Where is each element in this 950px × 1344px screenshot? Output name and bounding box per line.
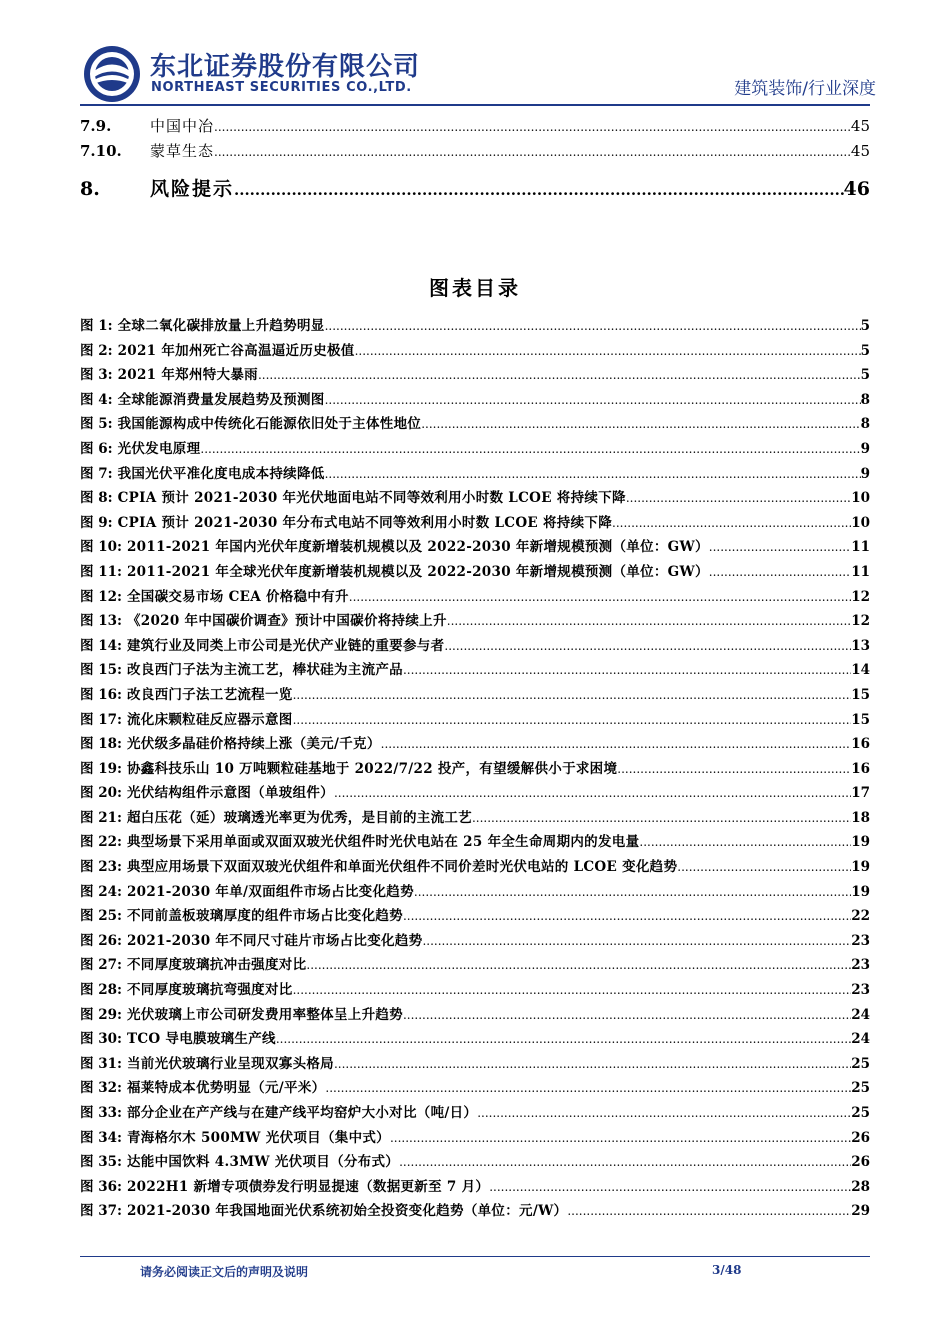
figure-entry[interactable] [80,1052,870,1077]
toc-entry[interactable] [80,140,870,162]
header-divider [80,104,870,106]
footer-disclaimer: 请务必阅读正文后的声明及说明 [140,1265,309,1279]
figure-page: 17 [851,785,870,802]
figure-page: 26 [851,1154,870,1171]
toc-title: 中国中冶 [150,117,215,135]
figure-entry[interactable] [80,363,870,388]
figure-leader [334,786,851,800]
figure-leader [477,1106,851,1120]
toc-page: 46 [843,178,870,200]
figure-page: 16 [851,736,870,753]
toc-title: 风险提示 [150,178,235,200]
figure-leader [276,1032,851,1046]
figure-title: 福莱特成本优势明显（元/平米） [126,1080,326,1097]
toc-title: 蒙草生态 [150,142,215,160]
figure-title: 典型场景下采用单面或双面双玻光伏组件时光伏电站在 25 年全生命周期内的发电量 [126,834,640,851]
figure-title: 流化床颗粒硅反应器示意图 [126,711,293,728]
figure-leader [617,762,851,776]
figure-page: 25 [851,1080,870,1097]
figure-page: 19 [851,883,870,900]
figure-leader [349,590,851,604]
company-logo-icon [82,44,142,104]
figure-label: 图 32: [80,1080,122,1097]
figure-page: 12 [851,613,870,630]
figure-entry[interactable] [80,1175,870,1200]
toc-leader [214,145,851,159]
figure-entry[interactable] [80,314,870,339]
figure-label: 图 33: [80,1105,122,1121]
figure-entry[interactable] [80,339,870,364]
figure-leader [639,835,851,849]
figure-title: 达能中国饮料 4.3MW 光伏项目（分布式） [126,1154,400,1171]
figure-page: 8 [860,391,870,408]
figure-leader [612,516,851,530]
figure-leader [709,565,851,579]
figure-title: 改良西门子法工艺流程一览 [126,686,293,703]
figure-title: 建筑行业及同类上市公司是光伏产业链的重要参与者 [126,637,445,654]
toc-number: 8. [80,178,100,200]
figure-title: 2011-2021 年全球光伏年度新增装机规模以及 2022-2030 年新增规模预测（单位：GW） [126,563,709,580]
figure-entry[interactable] [80,634,870,659]
figure-title: CPIA 预计 2021-2030 年光伏地面电站不同等效利用小时数 LCOE 将持续下降 [117,490,626,507]
footer-divider [80,1256,870,1257]
figure-page: 25 [851,1105,870,1121]
figure-label: 图 28: [80,982,122,999]
figure-label: 图 7: [80,465,113,482]
figure-entry[interactable] [80,953,870,978]
figure-label: 图 5: [80,416,113,433]
figure-label: 图 23: [80,859,122,876]
figure-label: 图 10: [80,539,122,556]
toc-entry[interactable] [80,174,870,202]
figure-leader [414,885,851,899]
figure-page: 18 [851,809,870,826]
figure-page: 23 [851,932,870,949]
figure-entry[interactable] [80,560,870,585]
figure-label: 图 36: [80,1178,122,1195]
figure-entry[interactable] [80,880,870,905]
figure-label: 图 37: [80,1203,122,1220]
figure-title: 青海格尔木 500MW 光伏项目（集中式） [126,1129,390,1146]
figure-label: 图 18: [80,736,122,753]
toc-entry[interactable] [80,115,870,137]
figure-title: 超白压花（延）玻璃透光率更为优秀，是目前的主流工艺 [126,809,472,826]
figure-page: 26 [851,1129,870,1146]
figure-page: 12 [851,588,870,605]
figures-section-title: 图表目录 [429,276,521,300]
figure-leader [489,1180,851,1194]
figure-page: 19 [851,859,870,876]
figure-label: 图 17: [80,711,122,728]
figure-page: 5 [860,318,870,334]
figure-page: 23 [851,982,870,999]
figure-leader [325,1081,851,1095]
figure-leader [293,688,852,702]
figure-title: 光伏发电原理 [117,440,201,457]
figure-label: 图 19: [80,760,122,777]
figure-label: 图 24: [80,883,122,900]
figure-entry[interactable] [80,781,870,806]
figure-label: 图 25: [80,908,122,925]
figure-leader [325,319,861,333]
figure-title: 协鑫科技乐山 10 万吨颗粒硅基地于 2022/7/22 投产，有望缓解供小于求困境 [126,760,618,777]
toc-number: 7.10. [80,142,122,160]
figure-title: 不同前盖板玻璃厚度的组件市场占比变化趋势 [126,908,403,925]
figure-label: 图 20: [80,785,122,802]
figure-entry[interactable] [80,658,870,683]
figure-entry[interactable] [80,462,870,487]
figure-leader [422,934,851,948]
figure-label: 图 22: [80,834,122,851]
figure-entry[interactable] [80,1126,870,1151]
figure-page: 13 [851,637,870,654]
figure-label: 图 15: [80,662,122,679]
page-indicator: 3/48 [712,1263,742,1277]
figure-entry[interactable] [80,683,870,708]
toc-page: 45 [850,142,870,160]
page-header [0,0,950,112]
figure-page: 25 [851,1055,870,1072]
figure-entry[interactable] [80,757,870,782]
figure-title: 2021-2030 年单/双面组件市场占比变化趋势 [126,883,414,900]
figure-entry[interactable] [80,388,870,413]
figure-label: 图 21: [80,809,122,826]
figure-title: 2021 年郑州特大暴雨 [117,367,258,384]
figure-title: 全球二氧化碳排放量上升趋势明显 [117,318,325,334]
toc-number: 7.9. [80,117,112,135]
figure-entry[interactable] [80,1027,870,1052]
figure-entry[interactable] [80,978,870,1003]
figure-list [80,314,870,1224]
figure-page: 24 [851,1031,870,1048]
figure-label: 图 31: [80,1055,122,1072]
figure-title: 不同厚度玻璃抗冲击强度对比 [126,957,307,974]
figure-title: 2022H1 新增专项债券发行明显提速（数据更新至 7 月） [126,1178,490,1195]
figure-page: 5 [860,367,870,384]
figure-leader [444,639,851,653]
toc-leader [234,181,844,199]
figure-label: 图 26: [80,932,122,949]
figure-leader [399,1155,851,1169]
figure-title: 部分企业在产产线与在建产线平均窑炉大小对比（吨/日） [126,1105,478,1121]
figure-leader [421,417,860,431]
figure-entry[interactable] [80,708,870,733]
figure-title: 当前光伏玻璃行业呈现双寡头格局 [126,1055,334,1072]
figure-leader [390,1131,851,1145]
figure-entry[interactable] [80,535,870,560]
figure-page: 9 [860,465,870,482]
figure-title: 全国碳交易市场 CEA 价格稳中有升 [126,588,349,605]
figure-page: 19 [851,834,870,851]
figure-page: 24 [851,1006,870,1023]
figure-label: 图 1: [80,318,113,334]
figure-page: 15 [851,711,870,728]
figure-page: 28 [851,1178,870,1195]
company-name-cn: 东北证券股份有限公司 [150,52,421,82]
figure-page: 22 [851,908,870,925]
figure-label: 图 2: [80,342,113,359]
figure-entry[interactable] [80,1076,870,1101]
figure-entry[interactable] [80,830,870,855]
figure-entry[interactable] [80,585,870,610]
company-name-en: NORTHEAST SECURITIES CO.,LTD. [151,80,412,95]
figure-title: 2021-2030 年不同尺寸硅片市场占比变化趋势 [126,932,423,949]
figure-title: 不同厚度玻璃抗弯强度对比 [126,982,293,999]
figure-label: 图 34: [80,1129,122,1146]
figure-page: 15 [851,686,870,703]
figure-page: 16 [851,760,870,777]
figure-page: 5 [860,342,870,359]
figure-leader [677,860,851,874]
figure-entry[interactable] [80,609,870,634]
figure-leader [472,811,851,825]
figure-title: 我国光伏平准化度电成本持续降低 [117,465,325,482]
figure-label: 图 13: [80,613,122,630]
figure-title: 光伏玻璃上市公司研发费用率整体呈上升趋势 [126,1006,403,1023]
figure-leader [293,983,852,997]
figure-page: 9 [860,440,870,457]
figure-title: 典型应用场景下双面双玻光伏组件和单面光伏组件不同价差时光伏电站的 LCOE 变化趋势 [126,859,678,876]
figure-entry[interactable] [80,486,870,511]
figure-leader [403,663,851,677]
figure-title: 光伏结构组件示意图（单玻组件） [126,785,334,802]
figure-leader [306,958,851,972]
figure-label: 图 14: [80,637,122,654]
figure-page: 14 [851,662,870,679]
figure-leader [381,737,852,751]
figure-title: 2011-2021 年国内光伏年度新增装机规模以及 2022-2030 年新增规模预测（单位：GW） [126,539,709,556]
figure-title: CPIA 预计 2021-2030 年分布式电站不同等效利用小时数 LCOE 将持续下降 [117,514,612,531]
figure-entry[interactable] [80,904,870,929]
figure-label: 图 35: [80,1154,122,1171]
figure-entry[interactable] [80,1199,870,1224]
figure-label: 图 6: [80,440,113,457]
figure-label: 图 8: [80,490,113,507]
toc-leader [214,120,851,134]
figure-page: 23 [851,957,870,974]
figure-entry[interactable] [80,806,870,831]
figure-leader [403,1008,851,1022]
figure-page: 10 [851,490,870,507]
figure-label: 图 30: [80,1031,122,1048]
figure-title: 《2020 年中国碳价调查》预计中国碳价将持续上升 [126,613,447,630]
figure-page: 11 [851,539,870,556]
figure-leader [258,368,861,382]
figure-leader [334,1057,851,1071]
figure-title: 改良西门子法为主流工艺，棒状硅为主流产品 [126,662,403,679]
figure-label: 图 4: [80,391,113,408]
figure-leader [626,491,851,505]
figure-label: 图 12: [80,588,122,605]
figure-label: 图 9: [80,514,113,531]
figure-page: 10 [851,514,870,531]
figure-label: 图 16: [80,686,122,703]
figure-page: 11 [851,563,870,580]
figure-entry[interactable] [80,1003,870,1028]
figure-entry[interactable] [80,412,870,437]
figure-entry[interactable] [80,1150,870,1175]
figure-label: 图 29: [80,1006,122,1023]
figure-label: 图 3: [80,367,113,384]
figure-leader [567,1204,851,1218]
figure-entry[interactable] [80,1101,870,1126]
figure-title: 光伏级多晶硅价格持续上涨（美元/千克） [126,736,381,753]
figure-label: 图 11: [80,563,122,580]
figure-title: 全球能源消费量发展趋势及预测图 [117,391,325,408]
figure-title: 2021 年加州死亡谷高温逼近历史极值 [117,342,355,359]
figure-entry[interactable] [80,511,870,536]
figure-leader [325,467,861,481]
figure-title: 我国能源构成中传统化石能源依旧处于主体性地位 [117,416,422,433]
figure-entry[interactable] [80,732,870,757]
figure-leader [200,442,860,456]
figure-title: 2021-2030 年我国地面光伏系统初始全投资变化趋势（单位：元/W） [126,1203,568,1220]
figure-page: 29 [851,1203,870,1220]
figure-leader [403,909,851,923]
figure-leader [709,540,851,554]
figure-leader [293,713,852,727]
figure-leader [325,393,861,407]
figure-leader [447,614,851,628]
figure-entry[interactable] [80,437,870,462]
figure-entry[interactable] [80,855,870,880]
figure-entry[interactable] [80,929,870,954]
report-type: 建筑装饰/行业深度 [734,79,876,99]
figure-title: TCO 导电膜玻璃生产线 [126,1031,276,1048]
figure-page: 8 [860,416,870,433]
figure-leader [355,344,861,358]
figure-label: 图 27: [80,957,122,974]
toc-page: 45 [850,117,870,135]
